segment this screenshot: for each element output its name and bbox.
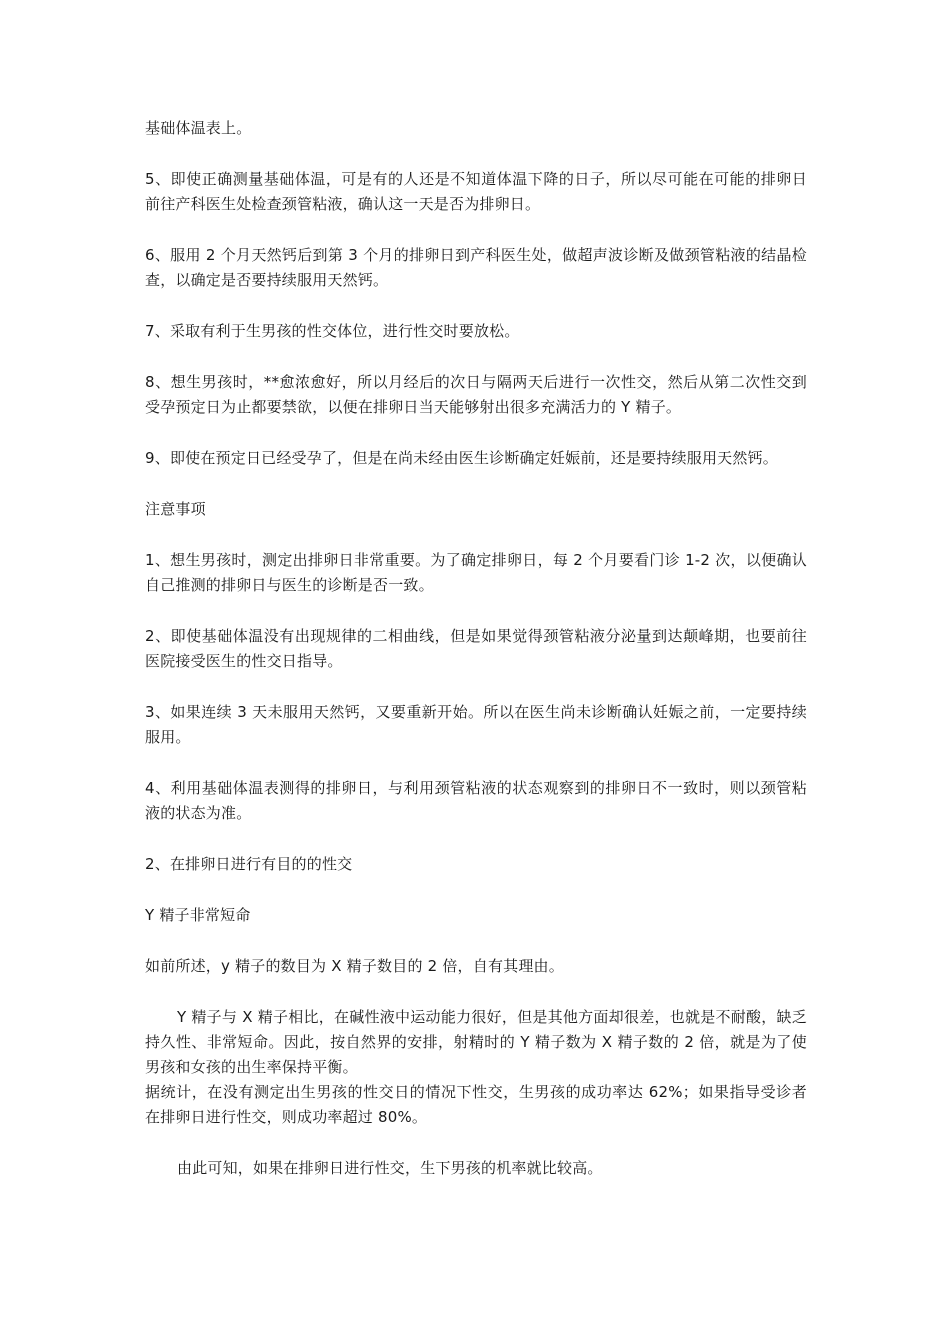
note-item-4: 4、利用基础体温表测得的排卵日，与利用颈管粘液的状态观察到的排卵日不一致时，则以颈管粘液的状态为准。: [145, 779, 807, 822]
subheading-y-sperm-short-lived: Y 精子非常短命: [145, 906, 251, 924]
note-item-1: 1、想生男孩时，测定出排卵日非常重要。为了确定排卵日，每 2 个月要看门诊 1-2 次，以便确认自己推测的排卵日与医生的诊断是否一致。: [145, 551, 807, 594]
paragraph-item-8: 8、想生男孩时，**愈浓愈好，所以月经后的次日与隔两天后进行一次性交，然后从第二次性交到受孕预定日为止都要禁欲，以便在排卵日当天能够射出很多充满活力的 Y 精子。: [145, 373, 807, 416]
paragraph-basal-temp-chart: 基础体温表上。: [145, 119, 252, 137]
paragraph-statistics: 据统计，在没有测定出生男孩的性交日的情况下性交，生男孩的成功率达 62%；如果指导受诊者在排卵日进行性交，则成功率超过 80%。: [145, 1083, 807, 1126]
paragraph-sperm-ratio: 如前所述，y 精子的数目为 X 精子数目的 2 倍，自有其理由。: [145, 957, 564, 975]
section-heading-notes: 注意事项: [145, 500, 206, 518]
note-item-2: 2、即使基础体温没有出现规律的二相曲线，但是如果觉得颈管粘液分泌量到达颠峰期，也要前往医院接受医生的性交日指导。: [145, 627, 807, 670]
note-item-3: 3、如果连续 3 天未服用天然钙，又要重新开始。所以在医生尚未诊断确认妊娠之前，一定要持续服用。: [145, 703, 807, 746]
document-body: [145, 116, 807, 1181]
paragraph-item-5: 5、即使正确测量基础体温，可是有的人还是不知道体温下降的日子，所以尽可能在可能的排卵日前往产科医生处检查颈管粘液，确认这一天是否为排卵日。: [145, 170, 807, 213]
paragraph-item-6: 6、服用 2 个月天然钙后到第 3 个月的排卵日到产科医生处，做超声波诊断及做颈管粘液的结晶检查，以确定是否要持续服用天然钙。: [145, 246, 807, 289]
paragraph-item-9: 9、即使在预定日已经受孕了，但是在尚未经由医生诊断确定妊娠前，还是要持续服用天然钙。: [145, 449, 778, 467]
paragraph-conclusion: 由此可知，如果在排卵日进行性交，生下男孩的机率就比较高。: [177, 1159, 603, 1177]
paragraph-item-7: 7、采取有利于生男孩的性交体位，进行性交时要放松。: [145, 322, 520, 340]
paragraph-y-vs-x-sperm: Y 精子与 X 精子相比，在碱性液中运动能力很好，但是其他方面却很差，也就是不耐酸，缺乏持久性、非常短命。因此，按自然界的安排，射精时的 Y 精子数为 X 精子数的 2 倍，就是为了使男孩和女孩的出生率保持平衡。: [145, 1008, 807, 1076]
section-heading-ovulation-intercourse: 2、在排卵日进行有目的的性交: [145, 855, 353, 873]
